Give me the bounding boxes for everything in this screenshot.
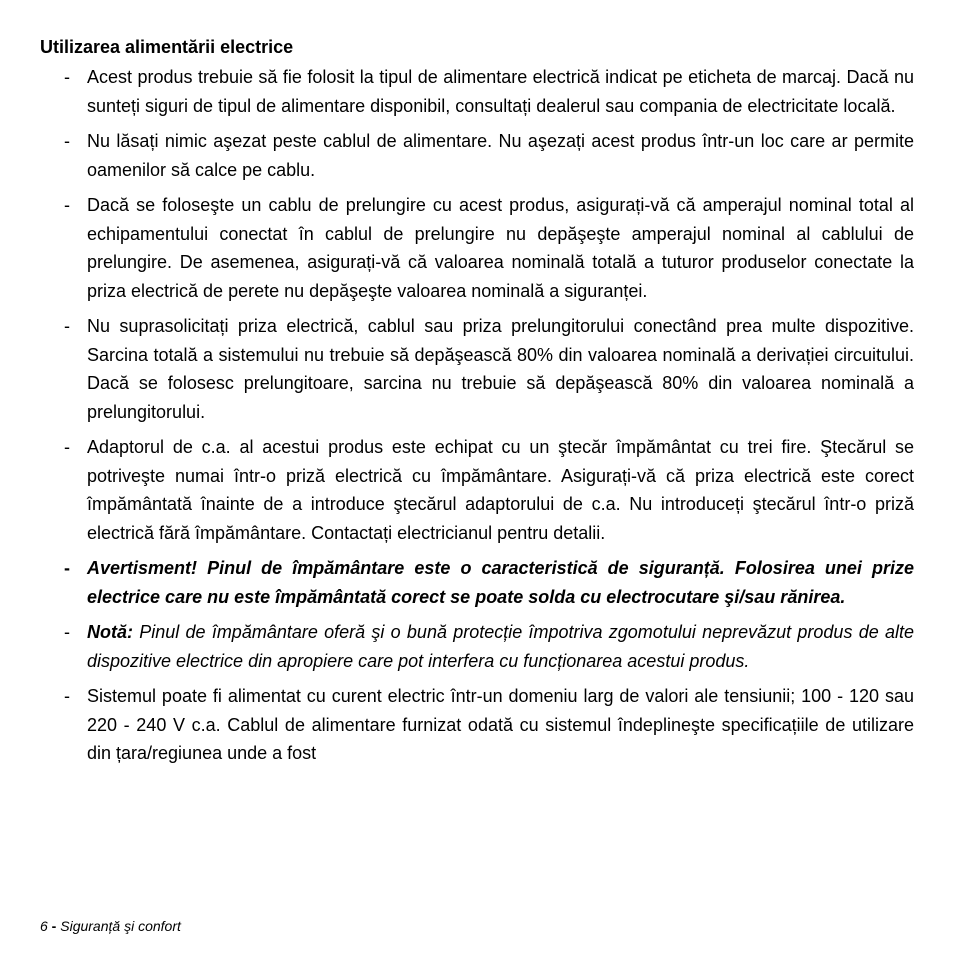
list-item-text: Acest produs trebuie să fie folosit la tipul de alimentare electrică indicat pe eticheta de marcaj. Dacă nu sunteți siguri de tipul de alimentare disponibil, consultați dealerul sau compania de electricitate locală. [87, 67, 914, 116]
note-text: Pinul de împământare oferă şi o bună protecție împotriva zgomotului neprevăzut produs de alte dispozitive electrice din apropiere care pot interfera cu funcționarea acestui produs. [87, 622, 914, 671]
note-item [40, 618, 914, 675]
bullet-dash: - [64, 316, 70, 336]
list-item-text: Nu lăsați nimic aşezat peste cablul de alimentare. Nu aşezați acest produs într-un loc care ar permite oamenilor să calce pe cablu. [87, 131, 914, 180]
list-item-text: Sistemul poate fi alimentat cu curent electric într-un domeniu larg de valori ale tensiunii; 100 - 120 sau 220 - 240 V c.a. Cablul de alimentare furnizat odată cu sistemul îndeplineşte specificațiile de utilizare din țara/regiunea unde a fost [87, 686, 914, 763]
bullet-dash: - [64, 195, 70, 215]
warning-text: Avertisment! Pinul de împământare este o caracteristică de siguranță. Folosirea unei prize electrice care nu este împământată corect se poate solda cu electrocutare şi/sau rănirea. [87, 558, 914, 607]
list-item-text: Adaptorul de c.a. al acestui produs este echipat cu un ştecăr împământat cu trei fire. Ştecărul se potriveşte numai într-o priză electrică cu împământare. Asigurați-vă că priza electrică este corect împământată înainte de a introduce ştecărul adaptorului de c.a. Nu introduceți ştecărul într-o priză electrică fără împământare. Contactați electricianul pentru detalii. [87, 437, 914, 543]
bullet-dash: - [64, 131, 70, 151]
footer-separator: - [47, 918, 61, 934]
list-item-text: Nu suprasolicitați priza electrică, cablul sau priza prelungitorului conectând prea multe dispozitive. Sarcina totală a sistemului nu trebuie să depăşească 80% din valoarea nominală a derivației circuitului. Dacă se folosesc prelungitoare, sarcina nu trebuie să depăşească 80% din valoarea nominală a prelungitorului. [87, 316, 914, 422]
bullet-list [40, 63, 914, 768]
bullet-dash: - [64, 622, 70, 642]
list-item [40, 127, 914, 184]
list-item [40, 312, 914, 426]
bullet-dash: - [64, 67, 70, 87]
footer-title: Siguranță şi confort [60, 918, 181, 934]
note-label: Notă: [87, 622, 133, 642]
bullet-dash: - [64, 686, 70, 706]
page-number: 6 [40, 918, 48, 934]
warning-item [40, 554, 914, 611]
bullet-dash: - [64, 437, 70, 457]
section-heading: Utilizarea alimentării electrice [40, 37, 294, 57]
page-content [40, 33, 914, 775]
bullet-dash: - [64, 558, 70, 578]
list-item [40, 63, 914, 120]
list-item [40, 433, 914, 547]
list-item [40, 191, 914, 305]
list-item [40, 682, 914, 768]
page-footer [40, 917, 181, 935]
list-item-text: Dacă se foloseşte un cablu de prelungire cu acest produs, asigurați-vă că amperajul nominal total al echipamentului conectat în cablul de prelungire nu depăşeşte amperajul nominal al cablului de prelungire. De asemenea, asigurați-vă că valoarea nominală totală a tuturor produselor conectate la priza electrică de perete nu depăşeşte valoarea nominală a siguranței. [87, 195, 914, 301]
